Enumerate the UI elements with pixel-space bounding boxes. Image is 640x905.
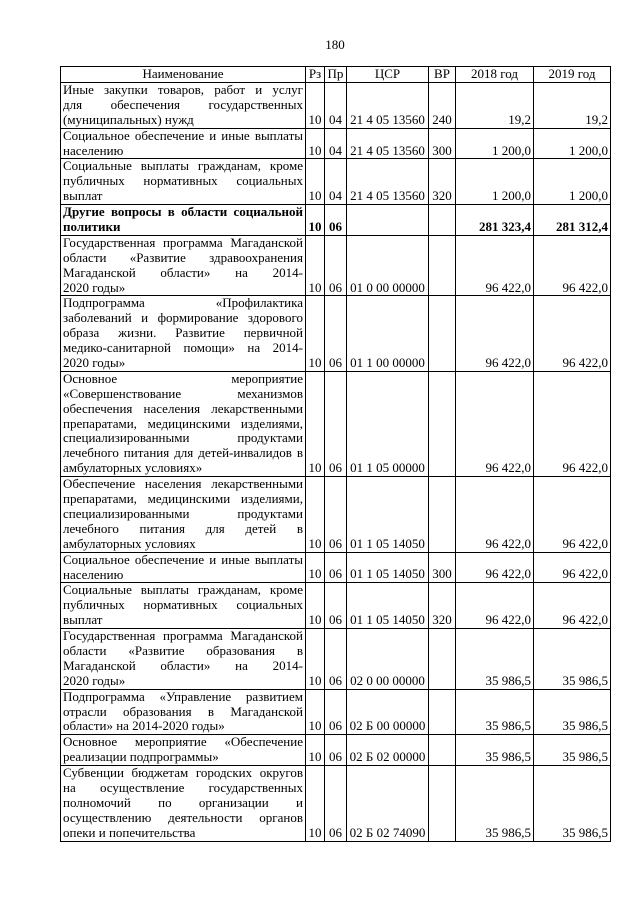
item-name: [61, 629, 306, 690]
amount-2019: 96 422,0: [534, 552, 611, 583]
item-name-line: амбулаторных условиях: [63, 535, 196, 551]
item-name-line: «Совершенствование механизмов: [63, 385, 303, 401]
item-name-line: Магаданской области» на 2014-: [63, 657, 303, 673]
item-name-line: Социальное обеспечение и иные выплаты: [63, 127, 303, 143]
item-name-line: области «Развитие образования в: [63, 642, 303, 658]
item-name-line: политики: [63, 219, 121, 235]
amount-2018: 35 986,5: [456, 629, 534, 690]
amount-2018: 1 200,0: [456, 159, 534, 205]
target-article-code: [347, 205, 429, 236]
subsection-code: 04: [325, 159, 347, 205]
subsection-code: 06: [325, 629, 347, 690]
item-name-line: обеспечения населения лекарственными: [63, 400, 303, 416]
section-code: 10: [306, 629, 325, 690]
item-name-line: для обеспечения государственных: [63, 96, 303, 112]
item-name-line: опеки и попечительства: [63, 824, 196, 840]
item-name-line: 2020 годы»: [63, 279, 126, 295]
item-name-line: заболеваний и формирование здорового: [63, 310, 303, 326]
subsection-code: 06: [325, 689, 347, 735]
section-code: 10: [306, 477, 325, 552]
subsection-code: 06: [325, 766, 347, 841]
column-header-name: Наименование: [61, 67, 306, 83]
table-row: [61, 689, 611, 735]
amount-2018: 96 422,0: [456, 371, 534, 476]
item-name-line: Социальные выплаты гражданам, кроме: [63, 158, 303, 174]
section-code: 10: [306, 766, 325, 841]
amount-2019: 96 422,0: [534, 583, 611, 629]
page-number: 180: [325, 37, 345, 52]
item-name-line: Подпрограмма «Профилактика: [63, 295, 303, 311]
target-article-code: 02 Б 02 74090: [347, 766, 429, 841]
target-article-code: 02 0 00 00000: [347, 629, 429, 690]
table-row: [61, 766, 611, 841]
amount-2019: 281 312,4: [534, 205, 611, 236]
item-name-line: образа жизни. Развитие первичной: [63, 325, 303, 341]
amount-2019: 35 986,5: [534, 689, 611, 735]
table-row: [61, 477, 611, 552]
item-name-line: населению: [63, 566, 124, 582]
expense-type-code: [429, 205, 456, 236]
item-name: [61, 477, 306, 552]
item-name: [61, 583, 306, 629]
item-name-line: Магаданской области» на 2014-: [63, 264, 303, 280]
amount-2018: 35 986,5: [456, 766, 534, 841]
item-name-line: препаратами, медицинскими изделиями,: [63, 491, 303, 507]
item-name: [61, 689, 306, 735]
item-name-line: полномочий по организации и: [63, 794, 303, 810]
expense-type-code: 320: [429, 159, 456, 205]
expense-type-code: [429, 235, 456, 296]
item-name-line: публичных нормативных социальных: [63, 597, 303, 613]
section-code: 10: [306, 689, 325, 735]
amount-2019: 96 422,0: [534, 296, 611, 371]
item-name-line: Государственная программа Магаданской: [63, 234, 303, 250]
item-name-line: Другие вопросы в области социальной: [63, 204, 303, 220]
item-name-line: реализации подпрограммы»: [63, 749, 219, 765]
amount-2019: 19,2: [534, 83, 611, 129]
subsection-code: 06: [325, 371, 347, 476]
item-name-line: отрасли образования в Магаданской: [63, 703, 303, 719]
subsection-code: 06: [325, 235, 347, 296]
section-code: 10: [306, 205, 325, 236]
target-article-code: 21 4 05 13560: [347, 159, 429, 205]
target-article-code: 01 1 05 14050: [347, 552, 429, 583]
table-row: [61, 583, 611, 629]
amount-2019: 1 200,0: [534, 159, 611, 205]
item-name-line: (муниципальных) нужд: [63, 111, 194, 127]
section-code: 10: [306, 583, 325, 629]
expense-type-code: 300: [429, 552, 456, 583]
expense-type-code: 240: [429, 83, 456, 129]
item-name-line: препаратами, медицинскими изделиями,: [63, 415, 303, 431]
table-row: [61, 235, 611, 296]
item-name-line: лечебного питания для детей в: [63, 520, 303, 536]
subsection-code: 06: [325, 477, 347, 552]
item-name-line: публичных нормативных социальных: [63, 173, 303, 189]
item-name-line: населению: [63, 142, 124, 158]
item-name-line: Обеспечение населения лекарственными: [63, 476, 303, 492]
column-header-2019: 2019 год: [534, 67, 611, 83]
amount-2018: 96 422,0: [456, 477, 534, 552]
item-name: [61, 371, 306, 476]
expense-type-code: [429, 766, 456, 841]
target-article-code: 01 1 00 00000: [347, 296, 429, 371]
item-name: [61, 159, 306, 205]
column-header-pr: Пр: [325, 67, 347, 83]
amount-2018: 19,2: [456, 83, 534, 129]
amount-2018: 96 422,0: [456, 235, 534, 296]
item-name-line: Основное мероприятие «Обеспечение: [63, 734, 303, 750]
item-name-line: Социальное обеспечение и иные выплаты: [63, 551, 303, 567]
item-name-line: медико-санитарной помощи» на 2014-: [63, 340, 303, 356]
item-name: [61, 296, 306, 371]
amount-2019: 96 422,0: [534, 477, 611, 552]
header-row: [61, 67, 611, 83]
item-name-line: специализированными продуктами: [63, 505, 303, 521]
table-row: [61, 735, 611, 766]
item-name: [61, 205, 306, 236]
target-article-code: 01 1 05 14050: [347, 583, 429, 629]
amount-2019: 96 422,0: [534, 235, 611, 296]
table-row-section: [61, 205, 611, 236]
target-article-code: 21 4 05 13560: [347, 83, 429, 129]
item-name: [61, 235, 306, 296]
expense-type-code: 300: [429, 128, 456, 159]
column-header-csr: ЦСР: [347, 67, 429, 83]
item-name-line: Основное мероприятие: [63, 370, 303, 386]
amount-2018: 281 323,4: [456, 205, 534, 236]
target-article-code: 01 1 05 14050: [347, 477, 429, 552]
item-name-line: специализированными продуктами: [63, 430, 303, 446]
item-name-line: Социальные выплаты гражданам, кроме: [63, 582, 303, 598]
column-header-vr: ВР: [429, 67, 456, 83]
item-name-line: 2020 годы»: [63, 672, 126, 688]
amount-2018: 35 986,5: [456, 735, 534, 766]
column-header-2018: 2018 год: [456, 67, 534, 83]
section-code: 10: [306, 128, 325, 159]
section-code: 10: [306, 296, 325, 371]
item-name-line: области» на 2014-2020 годы»: [63, 718, 225, 734]
subsection-code: 06: [325, 552, 347, 583]
column-header-rz: Рз: [306, 67, 325, 83]
section-code: 10: [306, 159, 325, 205]
target-article-code: 02 Б 02 00000: [347, 735, 429, 766]
section-code: 10: [306, 552, 325, 583]
subsection-code: 04: [325, 128, 347, 159]
item-name-line: осуществлению деятельности органов: [63, 809, 303, 825]
section-code: 10: [306, 735, 325, 766]
table-row: [61, 371, 611, 476]
amount-2018: 35 986,5: [456, 689, 534, 735]
amount-2019: 35 986,5: [534, 735, 611, 766]
item-name-line: Субвенции бюджетам городских округов: [63, 765, 303, 781]
item-name: [61, 128, 306, 159]
item-name-line: на осуществление государственных: [63, 779, 303, 795]
item-name-line: 2020 годы»: [63, 355, 126, 371]
table-row: [61, 83, 611, 129]
item-name: [61, 552, 306, 583]
amount-2018: 96 422,0: [456, 296, 534, 371]
table-row: [61, 128, 611, 159]
amount-2019: 96 422,0: [534, 371, 611, 476]
item-name: [61, 83, 306, 129]
target-article-code: 21 4 05 13560: [347, 128, 429, 159]
item-name: [61, 735, 306, 766]
item-name-line: амбулаторных условиях»: [63, 460, 203, 476]
expense-type-code: 320: [429, 583, 456, 629]
subsection-code: 04: [325, 83, 347, 129]
table-row: [61, 159, 611, 205]
subsection-code: 06: [325, 296, 347, 371]
expense-type-code: [429, 629, 456, 690]
target-article-code: 01 0 00 00000: [347, 235, 429, 296]
amount-2018: 96 422,0: [456, 583, 534, 629]
target-article-code: 02 Б 00 00000: [347, 689, 429, 735]
item-name-line: Подпрограмма «Управление развитием: [63, 688, 303, 704]
subsection-code: 06: [325, 735, 347, 766]
expense-type-code: [429, 296, 456, 371]
item-name-line: лечебного питания для детей-инвалидов в: [63, 445, 303, 461]
table-row: [61, 296, 611, 371]
amount-2019: 35 986,5: [534, 766, 611, 841]
item-name-line: Иные закупки товаров, работ и услуг: [63, 82, 303, 97]
subsection-code: 06: [325, 205, 347, 236]
item-name-line: области «Развитие здравоохранения: [63, 249, 303, 265]
budget-table: [60, 66, 611, 842]
section-code: 10: [306, 235, 325, 296]
table-row: [61, 629, 611, 690]
item-name-line: выплат: [63, 612, 103, 628]
amount-2018: 1 200,0: [456, 128, 534, 159]
amount-2019: 35 986,5: [534, 629, 611, 690]
expense-type-code: [429, 735, 456, 766]
item-name-line: выплат: [63, 188, 103, 204]
section-code: 10: [306, 371, 325, 476]
table-row: [61, 552, 611, 583]
subsection-code: 06: [325, 583, 347, 629]
amount-2019: 1 200,0: [534, 128, 611, 159]
expense-type-code: [429, 371, 456, 476]
target-article-code: 01 1 05 00000: [347, 371, 429, 476]
expense-type-code: [429, 689, 456, 735]
section-code: 10: [306, 83, 325, 129]
item-name: [61, 766, 306, 841]
amount-2018: 96 422,0: [456, 552, 534, 583]
item-name-line: Государственная программа Магаданской: [63, 628, 303, 644]
expense-type-code: [429, 477, 456, 552]
